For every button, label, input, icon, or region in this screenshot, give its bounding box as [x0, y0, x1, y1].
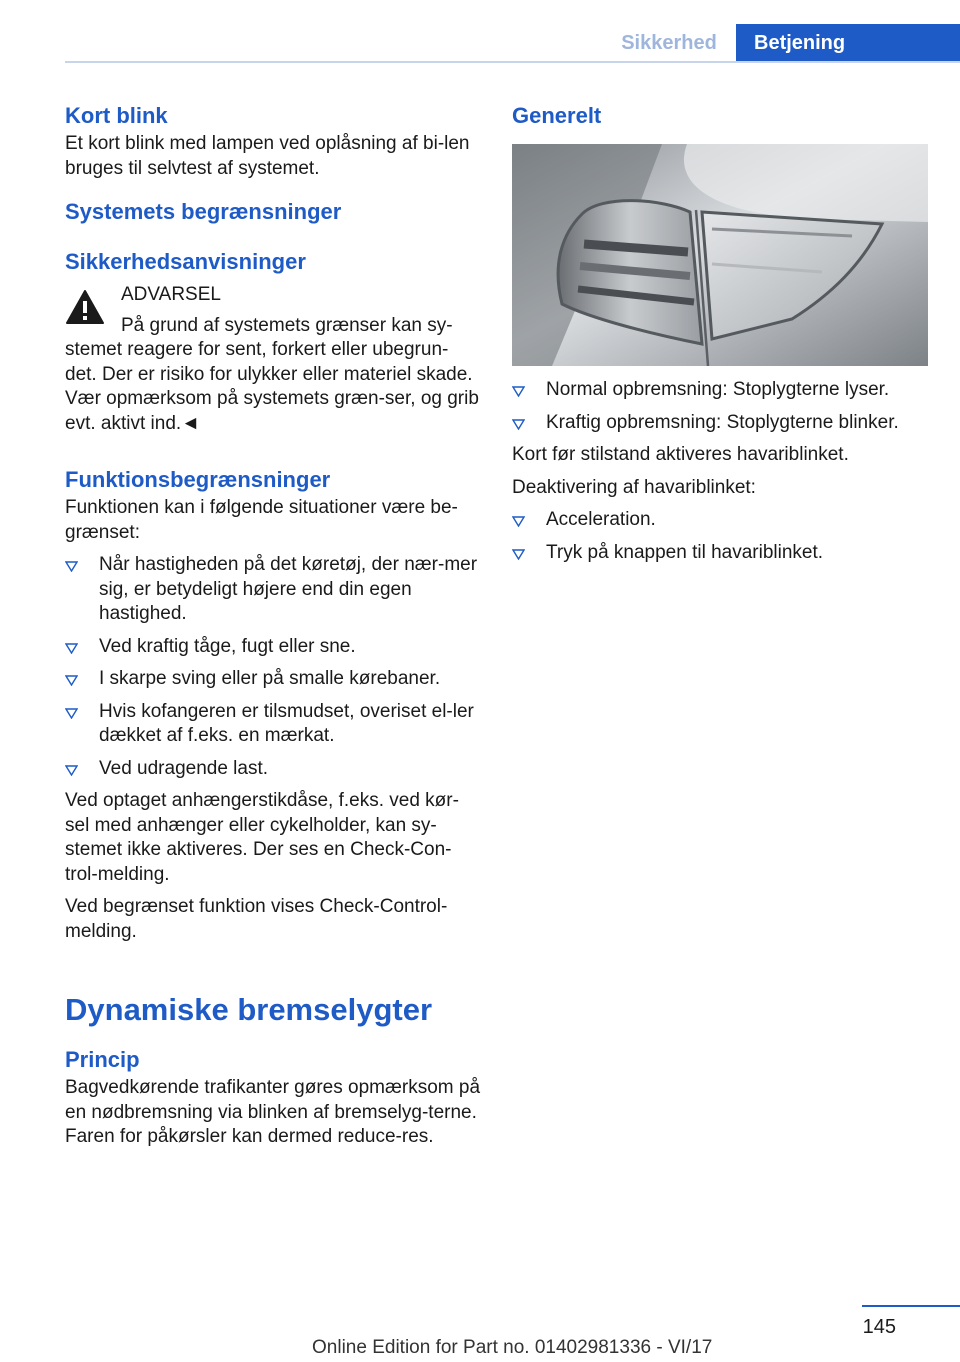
- tab-sikkerhed[interactable]: Sikkerhed: [621, 32, 717, 54]
- list-item: [65, 635, 480, 660]
- triangle-bullet-icon: [512, 386, 525, 397]
- limited-text: Ved begrænset funktion vises Check-Control-melding.: [65, 896, 448, 942]
- footer-rule: [862, 1305, 960, 1307]
- list-item: [65, 757, 480, 782]
- warning-block: [65, 283, 480, 338]
- warning-label: ADVARSEL: [121, 284, 221, 305]
- list-item: [512, 508, 930, 533]
- func-heading: Funktionsbegrænsninger: [65, 467, 331, 492]
- general-heading: Generelt: [512, 103, 602, 128]
- func-list: [65, 553, 480, 781]
- list-item: [512, 378, 930, 403]
- page-number: 145: [862, 1316, 896, 1338]
- list-item-text: Ved kraftig tåge, fugt eller sne.: [99, 635, 356, 657]
- triangle-bullet-icon: [65, 643, 78, 654]
- triangle-bullet-icon: [65, 561, 78, 572]
- brake-list: [512, 378, 930, 435]
- list-item-text: I skarpe sving eller på smalle kørebaner.: [99, 668, 441, 689]
- tail-light-photo: [512, 144, 928, 366]
- tab-betjening[interactable]: Betjening: [736, 24, 960, 62]
- list-item: [65, 700, 480, 749]
- list-item-text: Tryk på knappen til havariblinket.: [546, 541, 824, 563]
- chapter-heading: Dynamiske bremselygter: [65, 992, 433, 1027]
- limits-heading: Systemets begrænsninger: [65, 199, 342, 224]
- list-item: [512, 541, 930, 566]
- list-item: [65, 667, 480, 692]
- kort-blink-heading: Kort blink: [65, 103, 168, 128]
- triangle-bullet-icon: [512, 549, 525, 560]
- kort-blink-text: Et kort blink med lampen ved oplåsning af bi-len bruges til selvtest af systemet.: [65, 133, 470, 179]
- edition-note: Online Edition for Part no. 01402981336 - VI/17: [312, 1337, 713, 1358]
- list-item: [65, 553, 480, 627]
- deactivate-text: Deaktivering af havariblinket:: [512, 476, 756, 498]
- header-rule: [65, 61, 960, 63]
- list-item-text: Hvis kofangeren er tilsmudset, overiset el-ler dækket af f.eks. en mærkat.: [99, 700, 474, 746]
- left-column: [65, 100, 480, 1150]
- warning-triangle-icon: [65, 289, 105, 325]
- warning-text: stemet reagere for sent, forkert eller ubegrun-det. Der er risiko for ulykker eller materiel skade. Vær opmærksom på systemets græn-ser, og grib evt. aktivt ind.◄: [65, 339, 479, 434]
- triangle-bullet-icon: [65, 765, 78, 776]
- list-item-text: Normal opbremsning: Stoplygterne lyser.: [546, 379, 890, 400]
- hazard-text: Kort før stilstand aktiveres havariblinket.: [512, 444, 849, 465]
- list-item-text: Acceleration.: [546, 509, 656, 530]
- triangle-bullet-icon: [65, 708, 78, 719]
- triangle-bullet-icon: [512, 419, 525, 430]
- triangle-bullet-icon: [512, 516, 525, 527]
- list-item-text: Ved udragende last.: [99, 757, 269, 779]
- principle-heading: Princip: [65, 1047, 140, 1072]
- principle-text: Bagvedkørende trafikanter gøres opmærksom på en nødbremsning via blinken af bremselyg-terne. Faren for påkørsler kan dermed reduce-res.: [65, 1077, 481, 1147]
- list-item-text: Når hastigheden på det køretøj, der nær-mer sig, er betydeligt højere end din egen hastighed.: [99, 554, 478, 624]
- warning-text-first: På grund af systemets grænser kan sy-: [121, 314, 453, 336]
- func-text: Funktionen kan i følgende situationer være be-grænset:: [65, 497, 458, 543]
- trailer-text: Ved optaget anhængerstikdåse, f.eks. ved kør-sel med anhænger eller cykelholder, kan sy-stemet ikke aktiveres. Der ses en Check-Con-trol-melding.: [65, 790, 459, 885]
- right-column: [512, 100, 930, 565]
- list-item-text: Kraftig opbremsning: Stoplygterne blinker.: [546, 411, 899, 433]
- deactivate-list: [512, 508, 930, 565]
- safety-heading: Sikkerhedsanvisninger: [65, 249, 306, 274]
- header-bar: [0, 0, 960, 62]
- triangle-bullet-icon: [65, 675, 78, 686]
- list-item: [512, 411, 930, 436]
